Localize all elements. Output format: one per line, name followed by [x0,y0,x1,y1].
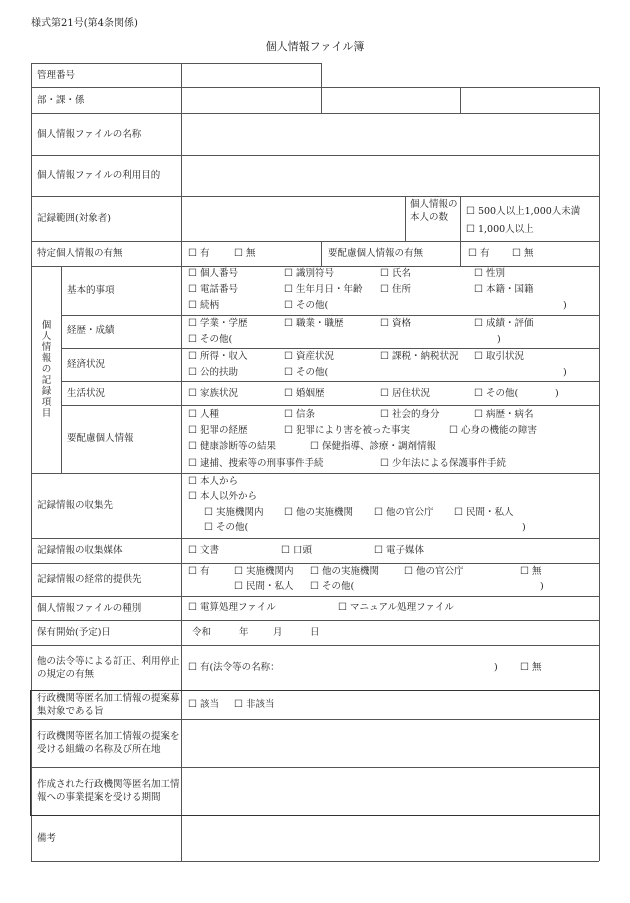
yohairyo-yes-checkbox[interactable]: ☐ 有 [468,248,489,260]
provision-no-checkbox[interactable]: ☐ 無 [520,566,541,578]
other-law-yes-checkbox[interactable]: ☐ 有(法令等の名称： [188,662,280,674]
provision-yes-checkbox[interactable]: ☐ 有 [188,566,209,578]
other-law-no-checkbox[interactable]: ☐ 無 [520,662,541,674]
source-honnin-checkbox[interactable]: ☐ 本人から [188,476,238,488]
source-honnin-igai-checkbox[interactable]: ☐ 本人以外から [188,491,257,503]
year-label: 年 [239,627,249,638]
keizai-kazei-checkbox[interactable]: ☐ 課税・納税状況 [380,351,458,363]
close-paren: ) [497,334,501,345]
form-number: 様式第21号(第4条関係) [31,18,138,29]
close-paren: ) [494,662,498,673]
retention-start-label: 保有開始(予定)日 [37,627,111,638]
anon-org-label: 行政機関等匿名加工情報の提案を受ける組織の名称及び所在地 [37,731,180,755]
yohairyo-hanzai-higai-checkbox[interactable]: ☐ 犯罪により害を被った事実 [284,425,410,437]
media-bunsho-checkbox[interactable]: ☐ 文書 [188,545,219,557]
keizai-kotekifujo-checkbox[interactable]: ☐ 公的扶助 [188,367,238,379]
honnin-500-checkbox[interactable]: ☐ 500人以上1,000人未満 [466,206,580,218]
kihon-honseki-checkbox[interactable]: ☐ 本籍・国籍 [474,284,533,296]
keizai-sonota-checkbox[interactable]: ☐ その他( [284,367,328,379]
record-items-label: 個人情報の記録項目 [41,320,52,419]
yohairyo-label: 要配慮個人情報 [67,433,134,444]
yohairyo-no-checkbox[interactable]: ☐ 無 [512,248,533,260]
seikatsu-sonota-checkbox[interactable]: ☐ その他( [474,388,518,400]
keireki-gakugyo-checkbox[interactable]: ☐ 学業・学歴 [188,318,247,330]
keireki-sonota-checkbox[interactable]: ☐ その他( [188,334,232,346]
kihon-sonota-checkbox[interactable]: ☐ その他( [284,300,328,312]
yohairyo-byoreki-checkbox[interactable]: ☐ 病歴・病名 [474,409,533,421]
honnin-count-label: 個人情報の本人の数 [410,199,458,223]
kihon-seinengappi-checkbox[interactable]: ☐ 生年月日・年齢 [284,284,362,296]
close-paren: ) [563,367,567,378]
yohairyo-shinjo-checkbox[interactable]: ☐ 信条 [284,409,315,421]
yohairyo-shakaiteki-checkbox[interactable]: ☐ 社会的身分 [380,409,439,421]
kihon-shimei-checkbox[interactable]: ☐ 氏名 [380,268,411,280]
source-ta-jisshi-kikan-checkbox[interactable]: ☐ 他の実施機関 [284,507,353,519]
anon-higaito-checkbox[interactable]: ☐ 非該当 [234,699,274,711]
keireki-shikaku-checkbox[interactable]: ☐ 資格 [380,318,411,330]
media-denshi-checkbox[interactable]: ☐ 電子媒体 [374,545,424,557]
era-label: 令和 [192,627,212,638]
kihon-jusho-checkbox[interactable]: ☐ 住所 [380,284,411,296]
regular-provision-label: 記録情報の経常的提供先 [37,574,142,585]
honnin-1000-checkbox[interactable]: ☐ 1,000人以上 [466,224,534,236]
collection-media-label: 記録情報の収集媒体 [37,545,123,556]
provision-minkan-checkbox[interactable]: ☐ 民間・私人 [234,581,293,593]
keizai-shisan-checkbox[interactable]: ☐ 資産状況 [284,351,334,363]
yohairyo-hoken-checkbox[interactable]: ☐ 保健指導、診療・調剤情報 [310,441,436,453]
close-paren: ) [555,388,559,399]
yohairyo-hanzai-keireki-checkbox[interactable]: ☐ 犯罪の経歴 [188,425,247,437]
purpose-label: 個人情報ファイルの利用目的 [37,170,161,181]
yohairyo-shonen-checkbox[interactable]: ☐ 少年法による保護事件手続 [380,458,506,470]
yohairyo-shinshin-checkbox[interactable]: ☐ 心身の機能の障害 [449,425,537,437]
keizai-label: 経済状況 [67,359,106,370]
kihon-denwa-checkbox[interactable]: ☐ 電話番号 [188,284,238,296]
anon-target-label: 行政機関等匿名加工情報の提案募集対象である旨 [37,692,180,717]
yohairyo-kenko-checkbox[interactable]: ☐ 健康診断等の結果 [188,441,276,453]
file-type-densan-checkbox[interactable]: ☐ 電算処理ファイル [188,602,276,614]
day-label: 日 [310,627,320,638]
kihon-kojin-bango-checkbox[interactable]: ☐ 個人番号 [188,268,238,280]
file-name-label: 個人情報ファイルの名称 [37,128,142,140]
yohairyo-umu-label: 要配慮個人情報の有無 [328,248,424,259]
record-range-label: 記録範囲(対象者) [37,213,111,224]
tokutei-yes-checkbox[interactable]: ☐ 有 [188,248,209,260]
source-jisshi-kikan-nai-checkbox[interactable]: ☐ 実施機関内 [204,507,263,519]
provision-ta-kankocho-checkbox[interactable]: ☐ 他の官公庁 [404,566,463,578]
seikatsu-label: 生活状況 [67,388,106,399]
source-sonota-checkbox[interactable]: ☐ その他( [204,522,248,534]
file-type-label: 個人情報ファイルの種別 [37,602,142,614]
kihon-shikibetsu-checkbox[interactable]: ☐ 識別符号 [284,268,334,280]
tokutei-no-checkbox[interactable]: ☐ 無 [234,248,255,260]
kanri-bango-label: 管理番号 [37,69,76,81]
page-title: 個人情報ファイル簿 [265,40,365,53]
close-paren: ) [563,300,567,311]
tokutei-label: 特定個人情報の有無 [37,248,123,259]
provision-ta-jisshi-kikan-checkbox[interactable]: ☐ 他の実施機関 [310,566,379,578]
keizai-shotoku-checkbox[interactable]: ☐ 所得・収入 [188,351,247,363]
close-paren: ) [540,581,544,592]
keireki-seiseki-checkbox[interactable]: ☐ 成績・評価 [474,318,533,330]
file-type-manual-checkbox[interactable]: ☐ マニュアル処理ファイル [338,602,454,614]
keireki-shokugyo-checkbox[interactable]: ☐ 職業・職歴 [284,318,343,330]
anon-gaito-checkbox[interactable]: ☐ 該当 [188,699,219,711]
month-label: 月 [273,627,283,638]
close-paren: ) [522,522,526,533]
seikatsu-kazoku-checkbox[interactable]: ☐ 家族状況 [188,388,238,400]
collection-source-label: 記録情報の収集先 [37,500,114,511]
seikatsu-koninreki-checkbox[interactable]: ☐ 婚姻歴 [284,388,324,400]
provision-sonota-checkbox[interactable]: ☐ その他( [310,581,354,593]
media-koto-checkbox[interactable]: ☐ 口頭 [281,545,312,557]
kihon-label: 基本的事項 [67,285,115,296]
yohairyo-taiho-checkbox[interactable]: ☐ 逮捕、捜索等の刑事事件手続 [188,458,323,470]
source-ta-kankocho-checkbox[interactable]: ☐ 他の官公庁 [374,507,433,519]
remarks-label: 備考 [37,832,57,844]
other-law-label: 他の法令等による訂正、利用停止の規定の有無 [37,655,180,680]
keireki-label: 経歴・成績 [67,325,115,336]
seikatsu-kyoju-checkbox[interactable]: ☐ 居住状況 [380,388,430,400]
kihon-zokugara-checkbox[interactable]: ☐ 続柄 [188,300,219,312]
yohairyo-jinshu-checkbox[interactable]: ☐ 人種 [188,409,219,421]
bu-ka-kakari-label: 部・課・係 [37,94,85,106]
provision-jisshi-kikan-nai-checkbox[interactable]: ☐ 実施機関内 [234,566,293,578]
kihon-seibetsu-checkbox[interactable]: ☐ 性別 [474,268,505,280]
anon-period-label: 作成された行政機関等匿名加工情報への事業提案を受ける期間 [37,779,180,803]
keizai-torihiki-checkbox[interactable]: ☐ 取引状況 [474,351,524,363]
source-minkan-checkbox[interactable]: ☐ 民間・私人 [454,507,513,519]
